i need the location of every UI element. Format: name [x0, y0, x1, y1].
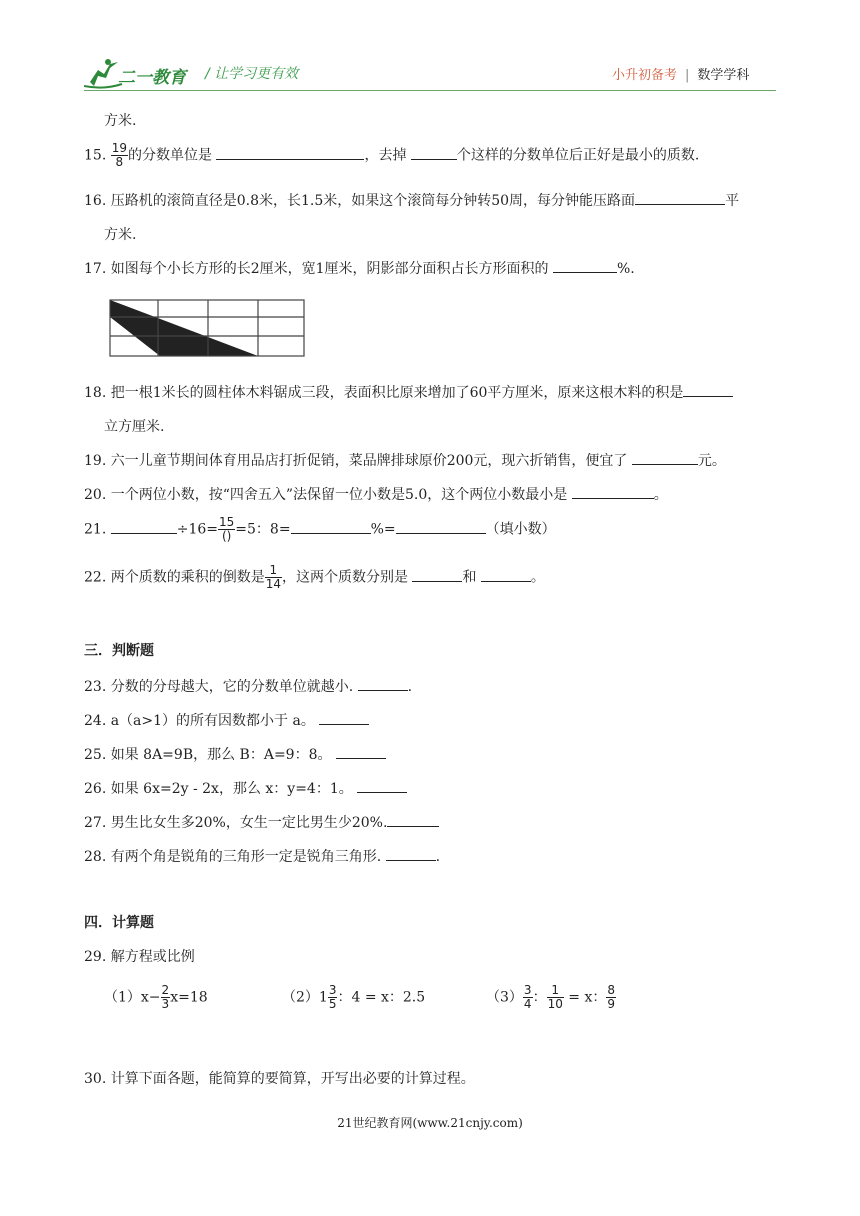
q27-text: 27. 男生比女生多20%，女生一定比男生少20%.: [84, 815, 388, 831]
q23: [84, 676, 412, 696]
q19: [84, 450, 726, 470]
q21-frac-num: 15: [219, 515, 235, 529]
q22-blank-1[interactable]: [412, 567, 462, 582]
q15-text-b: ，去掉: [364, 147, 407, 164]
eq3-frac-3: [606, 984, 616, 1011]
header-subject: 数学学科: [697, 68, 750, 83]
eq3-frac1-num: 3: [523, 983, 532, 997]
q26: [84, 778, 407, 798]
section-judgement-title: 三．判断题: [84, 643, 154, 659]
q20-text: 20. 一个两位小数，按“四舍五入”法保留一位小数是5.0，这个两位小数最小是: [84, 487, 568, 503]
q15-frac-den: 8: [115, 155, 124, 169]
header-slogan: / 让学习更有效: [205, 66, 299, 82]
section-calculation-title: 四．计算题: [84, 915, 154, 931]
q28: [84, 846, 440, 866]
q23-end: .: [407, 679, 413, 695]
q22-frac-den: 14: [265, 577, 281, 591]
header-category: 小升初备考: [612, 68, 678, 83]
eq2-a: （2）1: [282, 989, 328, 1006]
header-separator: |: [685, 68, 690, 83]
q14-tail: 方米.: [104, 113, 137, 129]
equation-1: [104, 984, 208, 1011]
q18-blank[interactable]: [683, 382, 733, 397]
equation-2: [282, 984, 425, 1011]
eq3-frac3-num: 8: [607, 983, 616, 997]
q28-text: 28. 有两个角是锐角的三角形一定是锐角三角形.: [84, 849, 382, 865]
q15: [84, 142, 699, 169]
q19-blank[interactable]: [632, 450, 698, 465]
q15-text-c: 个这样的分数单位后正好是最小的质数.: [456, 147, 700, 164]
q22-text-d: 。: [530, 569, 545, 586]
header-divider: [84, 90, 776, 91]
q21-text-d: （填小数）: [485, 521, 556, 538]
eq1-frac: [161, 984, 171, 1011]
q22-text-a: 22. 两个质数的乘积的倒数是: [84, 569, 265, 586]
q25-text: 25. 如果 8A=9B，那么 B：A=9：8。: [84, 747, 332, 763]
q24-text: 24. a（a>1）的所有因数都小于 a。: [84, 713, 315, 729]
q17: [84, 258, 635, 278]
q17-end: %.: [616, 261, 635, 277]
q20: [84, 484, 668, 504]
q27-blank[interactable]: [387, 812, 439, 827]
eq3-frac-1: [523, 984, 533, 1011]
q15-blank-2[interactable]: [411, 145, 457, 160]
shaded-triangle: [110, 300, 258, 356]
logo-text: 二一教育: [118, 68, 186, 88]
eq3-sep: ：: [532, 989, 547, 1006]
q15-fraction: [111, 142, 128, 169]
eq3-frac2-den: 10: [547, 997, 563, 1011]
eq3-frac3-den: 9: [607, 997, 616, 1011]
q22-fraction: [265, 564, 282, 591]
q21-frac-den: (): [221, 529, 232, 543]
eq3-frac1-den: 4: [523, 997, 532, 1011]
q24-blank[interactable]: [319, 710, 369, 725]
q27: [84, 812, 439, 832]
eq3-a: （3）: [486, 989, 523, 1006]
eq2-b: ：4 = x：2.5: [337, 989, 426, 1006]
q29: 29. 解方程或比例: [84, 949, 195, 965]
q22-frac-num: 1: [265, 564, 282, 578]
eq1-frac-den: 3: [161, 997, 170, 1011]
q16-text: 16. 压路机的滚筒直径是0.8米，长1.5米，如果这个滚筒每分钟转50周，每分钟能压路面: [84, 193, 636, 209]
q19-end: 元。: [697, 453, 726, 469]
q17-blank[interactable]: [553, 258, 617, 273]
eq1-b: x=18: [170, 989, 208, 1006]
q15-frac-num: 19: [111, 141, 127, 155]
eq1-a: （1）x−: [104, 989, 161, 1006]
q19-text: 19. 六一儿童节期间体育用品店打折促销，菜品牌排球原价200元，现六折销售，便宜了: [84, 453, 628, 469]
q22-blank-2[interactable]: [481, 567, 531, 582]
eq1-frac-num: 2: [161, 983, 170, 997]
q21-blank-2[interactable]: [291, 519, 371, 534]
q25: [84, 744, 386, 764]
q30: 30. 计算下面各题，能简算的要简算，开写出必要的计算过程。: [84, 1071, 475, 1087]
eq2-frac-den: 5: [328, 997, 337, 1011]
q21-fraction: [218, 516, 235, 543]
q15-text-a: 的分数单位是: [128, 147, 212, 164]
q16-end: 平: [725, 193, 740, 209]
eq3-frac2-num: 1: [547, 984, 564, 998]
q25-blank[interactable]: [336, 744, 386, 759]
q26-blank[interactable]: [357, 778, 407, 793]
q21-text-a: ÷16=: [176, 521, 218, 538]
q21-number: 21.: [84, 521, 107, 538]
q22: [84, 564, 545, 591]
q21-text-c: %=: [370, 521, 396, 538]
q20-end: 。: [653, 487, 668, 503]
q28-blank[interactable]: [386, 846, 436, 861]
q18-tail: 立方厘米.: [104, 419, 165, 435]
q21-text-b: =5：8=: [235, 521, 291, 538]
q22-text-b: ，这两个质数分别是: [282, 569, 408, 586]
q18: [84, 382, 733, 402]
q23-blank[interactable]: [358, 676, 408, 691]
q15-blank-1[interactable]: [216, 145, 364, 160]
q21-blank-3[interactable]: [396, 519, 486, 534]
q21-blank-1[interactable]: [111, 519, 177, 534]
eq2-frac-num: 3: [328, 983, 337, 997]
q23-text: 23. 分数的分母越大，它的分数单位就越小.: [84, 679, 354, 695]
q16-tail: 方米.: [104, 227, 137, 243]
q22-text-c: 和: [462, 569, 477, 586]
footer-source: 21世纪教育网(www.21cnjy.com): [337, 1116, 523, 1130]
q17-text: 17. 如图每个小长方形的长2厘米，宽1厘米，阴影部分面积占长方形面积的: [84, 261, 549, 277]
q17-grid-figure: [108, 298, 306, 358]
q26-text: 26. 如果 6x=2y - 2x，那么 x：y=4：1。: [84, 781, 353, 797]
q16: [84, 190, 739, 210]
eq3-mid: = x：: [568, 989, 607, 1006]
eq3-frac-2: [547, 984, 564, 1011]
q20-blank[interactable]: [572, 484, 654, 499]
q18-text: 18. 把一根1米长的圆柱体木料锯成三段，表面积比原来增加了60平方厘米，原来这根木料的积是: [84, 385, 684, 401]
header-right: [612, 64, 749, 83]
q16-blank[interactable]: [635, 190, 725, 205]
equation-3: [486, 984, 616, 1011]
q28-end: .: [435, 849, 441, 865]
q15-number: 15.: [84, 147, 107, 164]
q21: [84, 516, 556, 543]
q24: [84, 710, 369, 730]
